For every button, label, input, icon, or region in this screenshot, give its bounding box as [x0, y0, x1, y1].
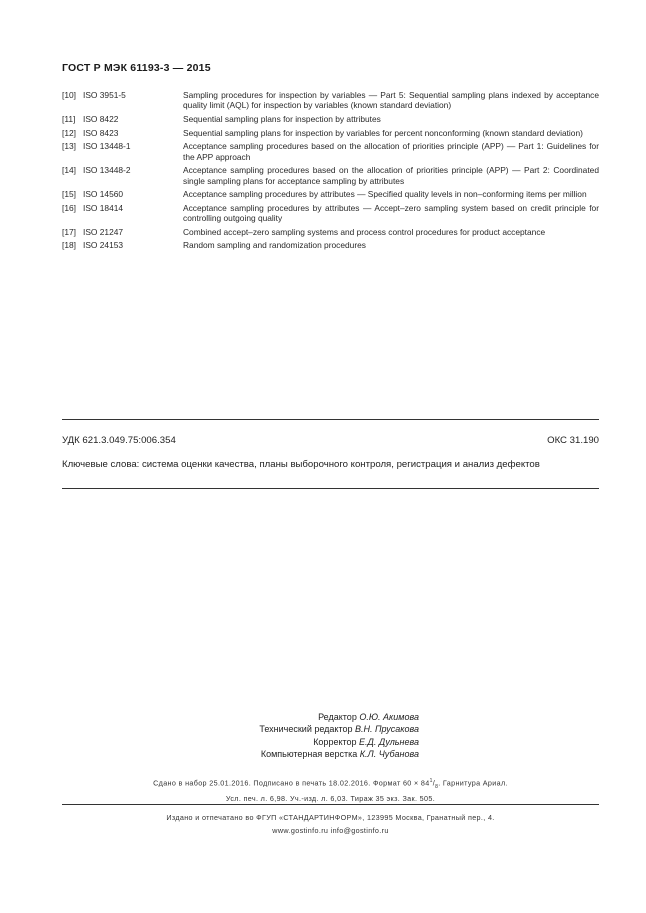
- entry-title: Acceptance sampling procedures based on the allocation of priorities principle (APP) — Part 2: Coordinated single sampling plans for acceptance sampling by attributes: [183, 165, 599, 186]
- entry-number: [10]: [62, 90, 76, 100]
- entry-number: [11]: [62, 114, 76, 124]
- publisher-web: www.gostinfo.ru info@gostinfo.ru: [272, 825, 389, 835]
- format-fraction-numerator: 1: [429, 778, 433, 784]
- entry-title: Acceptance sampling procedures based on the allocation of priorities principle (APP) — Part 1: Guidelines for the APP approach: [183, 141, 599, 162]
- entry-number: [18]: [62, 240, 76, 251]
- format-fraction-denominator: 8: [435, 783, 439, 790]
- entry-number: [16]: [62, 202, 76, 213]
- entry-standard-code: ISO 13448-1: [83, 141, 131, 152]
- credit-role: Корректор: [313, 736, 357, 747]
- divider-footer: [62, 804, 599, 805]
- bibliography-entry: [62, 189, 599, 199]
- bibliography-entry: [62, 128, 599, 138]
- entry-title: Random sampling and randomization procedures: [183, 240, 366, 251]
- bibliography-list: [62, 90, 599, 254]
- oks-code: ОКС 31.190: [547, 435, 599, 446]
- entry-title: Sequential sampling plans for inspection by attributes: [183, 114, 381, 124]
- print-info-text: . Гарнитура Ариал.: [438, 778, 508, 788]
- entry-number: [15]: [62, 189, 76, 200]
- entry-title: Acceptance sampling procedures by attributes — Specified quality levels in non–conforming items per million: [183, 189, 587, 200]
- print-info-text: Сдано в набор 25.01.2016. Подписано в печать 18.02.2016. Формат 60 × 84: [153, 778, 430, 788]
- page-header-title: ГОСТ Р МЭК 61193-3 — 2015: [62, 62, 211, 74]
- credits-block: [259, 711, 419, 761]
- entry-standard-code: ISO 8422: [83, 114, 119, 124]
- publisher-info: [62, 812, 599, 837]
- entry-standard-code: ISO 18414: [83, 202, 124, 213]
- divider-top: [62, 419, 599, 420]
- bibliography-entry: [62, 203, 599, 224]
- credit-role: Технический редактор: [259, 724, 353, 735]
- entry-standard-code: ISO 13448-2: [83, 165, 131, 176]
- print-info: [62, 775, 599, 806]
- entry-standard-code: ISO 21247: [83, 226, 124, 237]
- credit-name: Е.Д. Дульнева: [359, 736, 419, 747]
- bibliography-entry: [62, 165, 599, 186]
- entry-number: [13]: [62, 141, 76, 152]
- credit-role: Компьютерная верстка: [260, 749, 358, 760]
- bibliography-entry: [62, 114, 599, 124]
- entry-number: [14]: [62, 165, 76, 176]
- credit-name: К.Л. Чубанова: [359, 749, 419, 760]
- print-info-line-1: Сдано в набор 25.01.2016. Подписано в печать 18.02.2016. Формат $60 \times 84^1/_8$. Гарнитура Ариал.: [153, 778, 508, 790]
- divider-bottom: [62, 488, 599, 489]
- entry-standard-code: ISO 8423: [83, 127, 119, 138]
- credit-line: [259, 748, 419, 760]
- bibliography-entry: [62, 240, 599, 250]
- entry-title: Combined accept–zero sampling systems and process control procedures for product acceptance: [183, 226, 546, 237]
- credit-line: [259, 723, 419, 735]
- entry-title: Sequential sampling plans for inspection by variables for percent nonconforming (known standard deviation): [183, 127, 583, 138]
- publisher-address: Издано и отпечатано во ФГУП «СТАНДАРТИНФОРМ», 123995 Москва, Гранатный пер., 4.: [166, 813, 495, 822]
- bibliography-entry: [62, 141, 599, 162]
- entry-standard-code: ISO 24153: [83, 240, 124, 251]
- bibliography-entry: [62, 227, 599, 237]
- entry-number: [12]: [62, 127, 76, 138]
- credit-role: Редактор: [318, 712, 357, 722]
- credit-name: О.Ю. Акимова: [359, 712, 419, 722]
- entry-standard-code: ISO 3951-5: [83, 90, 126, 100]
- credit-line: [259, 711, 419, 723]
- entry-number: [17]: [62, 226, 76, 237]
- udc-code: УДК 621.3.049.75:006.354: [62, 435, 176, 446]
- keywords-line: Ключевые слова: система оценки качества, планы выборочного контроля, регистрация и анализ дефектов: [62, 459, 540, 470]
- entry-standard-code: ISO 14560: [83, 189, 124, 200]
- entry-title: Sampling procedures for inspection by variables — Part 5: Sequential sampling plans indexed by acceptance quality limit (AQL) for inspection by variables (known standard deviation): [183, 90, 599, 111]
- print-info-line-2: Усл. печ. л. 6,98. Уч.-изд. л. 6,03. Тираж 35 экз. Зак. 505.: [225, 794, 436, 804]
- bibliography-entry: [62, 90, 599, 111]
- credit-line: [259, 736, 419, 748]
- credit-name: В.Н. Прусакова: [355, 724, 419, 735]
- entry-title: Acceptance sampling procedures by attributes — Accept–zero sampling system based on credit principle for controlling outgoing quality: [183, 202, 599, 224]
